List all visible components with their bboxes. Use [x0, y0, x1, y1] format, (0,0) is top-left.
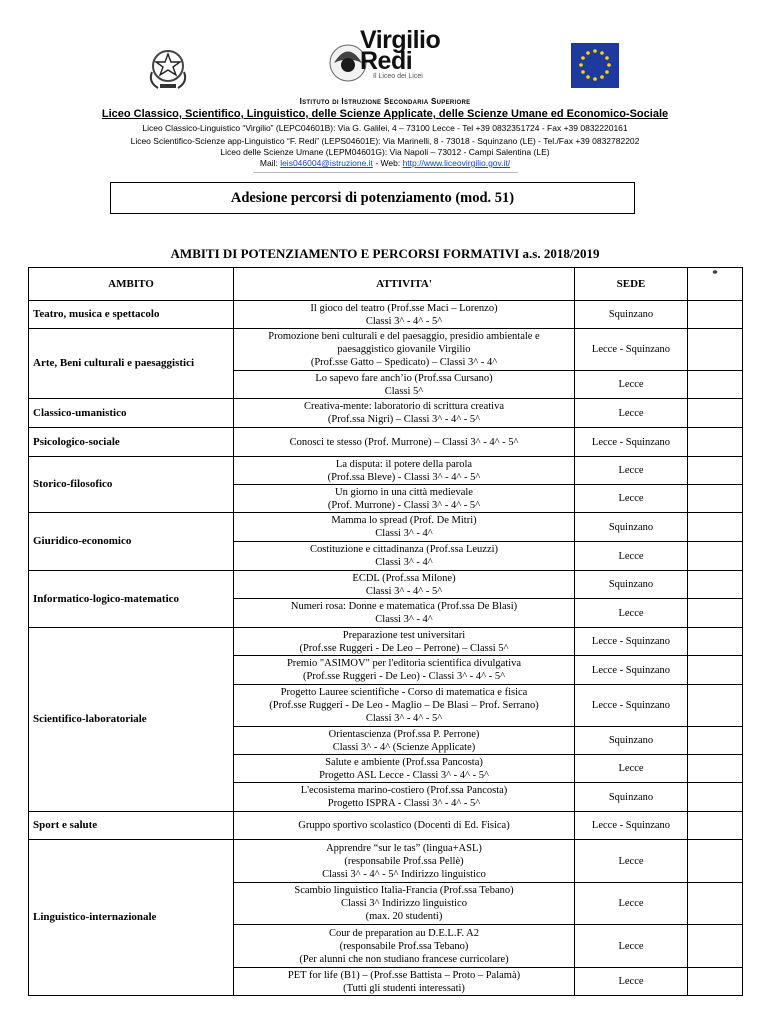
attivita-line: (Prof. Murrone) - Classi 3^ - 4^ - 5^ — [327, 499, 481, 511]
section-title: AMBITI DI POTENZIAMENTO E PERCORSI FORMATIVI a.s. 2018/2019 — [170, 246, 600, 261]
sede-cell: Lecce — [575, 457, 688, 485]
table-row — [29, 428, 743, 457]
attivita-line: PET for life (B1) – (Prof.sse Battista – Proto – Palamà) — [287, 969, 521, 981]
attivita-line: Progetto Lauree scientifiche - Corso di matematica e fisica — [280, 687, 528, 698]
header-attivita: ATTIVITA' — [234, 268, 575, 301]
attivita-line: Creativa-mente: laboratorio di scrittura creativa — [304, 401, 504, 412]
attivita-line: Cour de preparation au D.E.L.F. A2 — [329, 927, 479, 939]
ambito-cell-teatro: Teatro, musica e spettacolo — [29, 301, 234, 329]
ambito-cell-linguistico: Linguistico-internazionale — [29, 840, 234, 996]
attivita-line: Classi 3^ - 4^ - 5^ — [365, 585, 443, 597]
sede-cell: Lecce — [575, 599, 688, 628]
sede-cell: Lecce — [575, 755, 688, 783]
sede-cell: Lecce — [575, 399, 688, 428]
attivita-cell — [234, 371, 575, 399]
attivita-line: Il gioco del teatro (Prof.sse Maci – Lorenzo) — [310, 302, 498, 314]
attivita-line: (Per alunni che non studiano francese curricolare) — [299, 953, 509, 965]
sede-cell: Lecce - Squinzano — [575, 656, 688, 685]
attivita-line: Lo sapevo fare anch’io (Prof.ssa Cursano) — [315, 372, 493, 384]
selection-cell[interactable] — [688, 883, 743, 925]
attivita-line: Preparazione test universitari — [342, 629, 466, 641]
sede-cell: Lecce - Squinzano — [575, 685, 688, 727]
header-divider — [253, 172, 518, 173]
ambito-cell-sport: Sport e salute — [29, 812, 234, 840]
attivita-line: Classi 3^ - 4^ — [375, 614, 433, 625]
selection-cell[interactable] — [688, 329, 743, 371]
sede-cell: Lecce - Squinzano — [575, 812, 688, 840]
selection-cell[interactable] — [688, 599, 743, 628]
table-row — [29, 628, 743, 656]
document-title: Adesione percorsi di potenziamento (mod. 51) — [110, 182, 635, 214]
selection-cell[interactable] — [688, 571, 743, 599]
activities-table — [28, 267, 743, 996]
attivita-cell — [234, 301, 575, 329]
selection-cell[interactable] — [688, 428, 743, 457]
selection-cell[interactable] — [688, 685, 743, 727]
selection-cell[interactable] — [688, 968, 743, 996]
address-line-scienze-umane: Liceo delle Scienze Umane (LEPM04601G): Via Napoli – 73012 - Campi Salentina (LE) — [220, 147, 550, 157]
brand-name-line2: Redi — [360, 47, 413, 75]
attivita-line: Salute e ambiente (Prof.ssa Pancosta) — [325, 756, 483, 768]
brand-name-line1: Virgilio — [360, 26, 441, 54]
sede-cell: Lecce — [575, 883, 688, 925]
attivita-cell — [234, 599, 575, 628]
ambito-cell-storico: Storico-filosofico — [29, 457, 234, 513]
ambito-cell-giuridico: Giuridico-economico — [29, 513, 234, 571]
table-row — [29, 513, 743, 542]
attivita-line: Un giorno in una città medievale — [335, 486, 473, 498]
selection-cell[interactable] — [688, 656, 743, 685]
school-name: Liceo Classico, Scientifico, Linguistico, delle Scienze Applicate, delle Scienze Umane ed Economico-Sociale — [101, 108, 669, 120]
header-ambito: AMBITO — [29, 268, 234, 301]
sede-cell: Lecce — [575, 542, 688, 571]
attivita-cell — [234, 755, 575, 783]
sede-cell: Squinzano — [575, 301, 688, 329]
attivita-line: Classi 3^ - 4^ - 5^ Indirizzo linguistico — [322, 868, 486, 880]
attivita-cell — [234, 513, 575, 542]
web-label: - Web: — [375, 158, 401, 168]
table-row — [29, 812, 743, 840]
european-union-flag-icon — [571, 43, 619, 88]
sede-cell: Lecce — [575, 485, 688, 513]
sede-cell: Squinzano — [575, 571, 688, 599]
attivita-line: Classi 3^ - 4^ - 5^ — [365, 713, 443, 724]
brand-wordmark — [360, 26, 441, 80]
attivita-cell — [234, 571, 575, 599]
table-row — [29, 571, 743, 599]
contact-line — [0, 157, 770, 169]
attivita-line: (Tutti gli studenti interessati) — [343, 982, 465, 994]
sede-cell: Lecce — [575, 925, 688, 968]
sede-cell: Lecce - Squinzano — [575, 329, 688, 371]
attivita-line: (Prof.sse Ruggeri - De Leo) - Classi 3^ - 4^ - 5^ — [303, 671, 505, 682]
attivita-line: Apprendre “sur le tas” (lingua+ASL) — [326, 842, 482, 854]
attivita-line: (max. 20 studenti) — [365, 911, 443, 922]
selection-cell[interactable] — [688, 755, 743, 783]
attivita-cell — [234, 685, 575, 727]
attivita-line: (Prof.sse Ruggeri - De Leo - Maglio – De Blasi – Prof. Serrano) — [269, 700, 539, 711]
attivita-cell — [234, 840, 575, 883]
attivita-line: (Prof.ssa Nigri) – Classi 3^ - 4^ - 5^ — [327, 414, 481, 425]
sede-cell: Lecce - Squinzano — [575, 628, 688, 656]
attivita-cell — [234, 329, 575, 371]
attivita-line: Mamma lo spread (Prof. De Mitri) — [331, 515, 477, 526]
web-link[interactable]: http://www.liceovirgilio.gov.it/ — [402, 158, 511, 168]
table-row — [29, 301, 743, 329]
attivita-cell — [234, 783, 575, 812]
attivita-line: (Prof.sse Ruggeri - De Leo – Perrone) – Classi 5^ — [299, 642, 509, 654]
selection-cell[interactable] — [688, 542, 743, 571]
attivita-cell — [234, 628, 575, 656]
selection-cell[interactable] — [688, 727, 743, 755]
attivita-line: (Prof.ssa Bleve) - Classi 3^ - 4^ - 5^ — [327, 471, 481, 483]
selection-cell[interactable] — [688, 457, 743, 485]
attivita-line: Scambio linguistico Italia-Francia (Prof.ssa Tebano) — [294, 885, 514, 896]
table-row — [29, 840, 743, 883]
sede-cell: Lecce — [575, 371, 688, 399]
table-row — [29, 329, 743, 371]
attivita-line: paesaggistico giovanile Virgilio — [337, 344, 471, 355]
attivita-line: Classi 3^ - 4^ (Scienze Applicate) — [332, 741, 476, 753]
attivita-cell — [234, 542, 575, 571]
sede-cell: Squinzano — [575, 783, 688, 812]
attivita-cell — [234, 399, 575, 428]
sede-cell: Lecce — [575, 968, 688, 996]
attivita-line: Classi 3^ - 4^ - 5^ — [365, 315, 443, 327]
selection-cell[interactable] — [688, 925, 743, 968]
selection-cell[interactable] — [688, 783, 743, 812]
table-row — [29, 399, 743, 428]
selection-cell[interactable] — [688, 628, 743, 656]
sede-cell: Lecce — [575, 840, 688, 883]
attivita-line: Classi 3^ - 4^ — [375, 528, 433, 539]
attivita-cell — [234, 457, 575, 485]
selection-cell[interactable] — [688, 371, 743, 399]
selection-cell[interactable] — [688, 301, 743, 329]
attivita-line: Progetto ISPRA - Classi 3^ - 4^ - 5^ — [327, 798, 481, 809]
attivita-cell — [234, 968, 575, 996]
ambito-cell-informatico: Informatico-logico-matematico — [29, 571, 234, 628]
ambito-cell-classico: Classico-umanistico — [29, 399, 234, 428]
attivita-cell — [234, 428, 575, 457]
italian-republic-emblem-icon — [146, 42, 190, 92]
ambito-cell-arte: Arte, Beni culturali e paesaggistici — [29, 329, 234, 399]
mail-label: Mail: — [259, 158, 278, 168]
attivita-line: Costituzione e cittadinanza (Prof.ssa Leuzzi) — [309, 544, 499, 555]
mail-link[interactable]: leis046004@istruzione.it — [280, 158, 373, 168]
address-line-virgilio: Liceo Classico-Linguistico “Virgilio” (LEPC04601B): Via G. Galilei, 4 – 73100 Lecce - Tel +39 0832351724 - Fax +39 0832220161 — [142, 123, 628, 133]
selection-cell[interactable] — [688, 399, 743, 428]
header-star: * — [688, 268, 743, 301]
ambito-cell-scientifico: Scientifico-laboratoriale — [29, 628, 234, 812]
attivita-cell — [234, 925, 575, 968]
attivita-cell — [234, 883, 575, 925]
attivita-line: Premio "ASIMOV" per l'editoria scientifica divulgativa — [286, 658, 522, 669]
selection-cell[interactable] — [688, 812, 743, 840]
attivita-line: L'ecosistema marino-costiero (Prof.ssa Pancosta) — [300, 785, 508, 796]
attivita-line: Progetto ASL Lecce - Classi 3^ - 4^ - 5^ — [319, 769, 489, 781]
attivita-cell — [234, 727, 575, 755]
sede-cell: Squinzano — [575, 513, 688, 542]
table-row — [29, 457, 743, 485]
attivita-line: Promozione beni culturali e del paesaggio, presidio ambientale e — [268, 331, 540, 342]
attivita-line: ECDL (Prof.ssa Milone) — [352, 572, 456, 584]
header-sede: SEDE — [575, 268, 688, 301]
attivita-line: (Prof.sse Gatto – Spedicato) – Classi 3^ - 4^ — [310, 357, 498, 368]
selection-cell[interactable] — [688, 840, 743, 883]
table-header-row — [29, 268, 743, 301]
attivita-line: Classi 5^ — [384, 385, 424, 397]
attivita-line: Numeri rosa: Donne e matematica (Prof.ssa De Blasi) — [290, 601, 518, 612]
attivita-line: (responsabile Prof.ssa Tebano) — [339, 940, 469, 952]
institute-name: Istituto di Istruzione Secondaria Superiore — [299, 97, 471, 106]
attivita-cell — [234, 812, 575, 840]
selection-cell[interactable] — [688, 513, 743, 542]
address-line-redi: Liceo Scientifico-Scienze app-Linguistico “F. Redi” (LEPS04601E): Via Marinelli, 8 - 73018 - Squinzano (LE) - Tel./Fax +39 0832782202 — [130, 136, 640, 146]
attivita-line: (responsabile Prof.ssa Pellè) — [344, 855, 464, 867]
attivita-line: Gruppo sportivo scolastico (Docenti di Ed. Fisica) — [298, 820, 510, 831]
brand-tagline: Il Liceo dei Licei — [373, 73, 423, 80]
attivita-cell — [234, 485, 575, 513]
sede-cell: Squinzano — [575, 727, 688, 755]
attivita-line: Conosci te stesso (Prof. Murrone) – Classi 3^ - 4^ - 5^ — [289, 436, 519, 448]
attivita-line: Classi 3^ - 4^ — [375, 557, 433, 568]
sede-cell: Lecce - Squinzano — [575, 428, 688, 457]
attivita-line: Orientascienza (Prof.ssa P. Perrone) — [328, 728, 480, 740]
attivita-line: La disputa: il potere della parola — [335, 458, 473, 470]
attivita-cell — [234, 656, 575, 685]
selection-cell[interactable] — [688, 485, 743, 513]
ambito-cell-psico: Psicologico-sociale — [29, 428, 234, 457]
attivita-line: Classi 3^ Indirizzo linguistico — [341, 898, 467, 909]
